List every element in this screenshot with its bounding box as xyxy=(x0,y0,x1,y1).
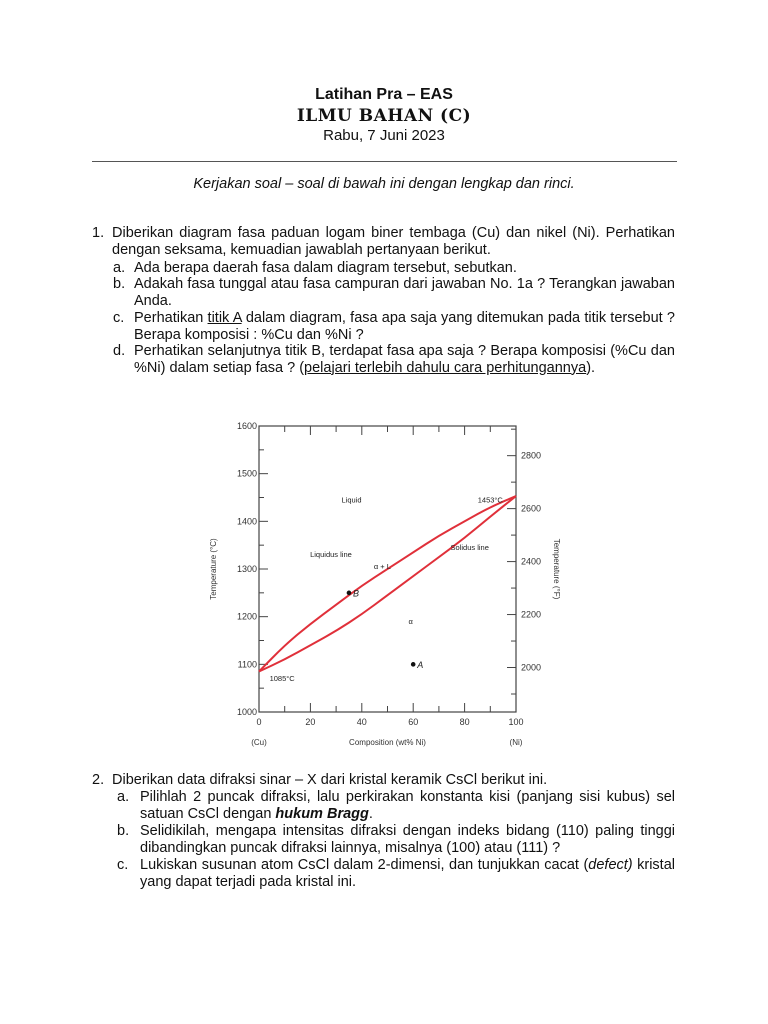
q2-number: 2. xyxy=(92,772,105,788)
q1-number: 1. xyxy=(92,225,105,241)
exam-date: Rabu, 7 Juni 2023 xyxy=(323,127,445,144)
y2-tick-label: 2400 xyxy=(521,556,542,567)
x-axis-label: Composition (wt% Ni) xyxy=(349,738,426,747)
q2c-label: c. xyxy=(117,857,129,873)
defect-term: defect) xyxy=(588,857,633,873)
x-end-label-ni: (Ni) xyxy=(509,738,523,747)
x-tick-label: 20 xyxy=(305,717,316,727)
y-tick-label: 1500 xyxy=(236,468,257,479)
cu-ni-phase-diagram xyxy=(200,418,561,754)
annotation-2: Liquidus line xyxy=(310,550,352,560)
q1d-label: d. xyxy=(113,343,126,359)
point-b-label: B xyxy=(352,588,359,599)
q1c-label: c. xyxy=(113,310,125,326)
annotation-3: Solidus line xyxy=(450,542,489,552)
q2b-label: b. xyxy=(117,823,130,839)
y-tick-label: 1000 xyxy=(236,707,257,717)
y-tick-label: 1600 xyxy=(236,421,257,431)
point-b xyxy=(347,591,352,596)
y2-tick-label: 2600 xyxy=(521,503,542,514)
x-tick-label: 80 xyxy=(459,717,470,727)
instruction-text: Kerjakan soal – soal di bawah ini dengan lengkap dan rinci. xyxy=(193,176,575,192)
annotation-4: α + L xyxy=(373,562,391,571)
y-tick-label: 1200 xyxy=(236,611,257,622)
annotation-1: 1453°C xyxy=(477,495,503,505)
q2a-text: Pilihlah 2 puncak difraksi, lalu perkirakan konstanta kisi (panjang sisi kubus) sel satuan CsCl dengan hukum Bragg. xyxy=(140,789,675,822)
q2c-text: Lukiskan susunan atom CsCl dalam 2-dimensi, dan tunjukkan cacat (defect) kristal yang dapat terjadi pada kristal ini. xyxy=(140,857,675,890)
liquidus-curve xyxy=(259,496,516,671)
study-note: pelajari terlebih dahulu cara perhitungannya xyxy=(304,359,587,376)
y-tick-label: 1100 xyxy=(237,659,257,670)
y2-tick-label: 2000 xyxy=(521,662,542,673)
annotation-5: α xyxy=(408,616,413,626)
course-title: ILMU BAHAN (C) xyxy=(296,106,472,126)
header-divider xyxy=(92,161,677,162)
q1c-text: Perhatikan titik A dalam diagram, fasa apa saja yang ditemukan pada titik tersebut ? Berapa komposisi : %Cu dan %Ni ? xyxy=(134,310,675,343)
q1a-label: a. xyxy=(113,260,126,276)
q2a-label: a. xyxy=(117,789,130,805)
document-title: Latihan Pra – EAS xyxy=(315,86,453,103)
y2-tick-label: 2800 xyxy=(521,450,542,461)
q2-text: Diberikan data difraksi sinar – X dari kristal keramik CsCl berikut ini. xyxy=(112,772,548,788)
annotation-0: Liquid xyxy=(341,495,362,505)
x-tick-label: 40 xyxy=(356,717,367,727)
point-a-label: A xyxy=(417,659,424,670)
y2-tick-label: 2200 xyxy=(521,609,542,620)
point-a-link: titik A xyxy=(207,310,242,326)
y2-axis-label: Temperature (°F) xyxy=(552,538,561,600)
x-tick-label: 0 xyxy=(256,717,262,727)
solidus-curve xyxy=(259,496,516,671)
y-tick-label: 1300 xyxy=(236,564,257,574)
point-a xyxy=(411,662,416,667)
y-tick-label: 1400 xyxy=(236,516,257,527)
x-tick-label: 100 xyxy=(508,717,524,727)
q2b-text: Selidikilah, mengapa intensitas difraksi dengan indeks bidang (110) paling tinggi dibandingkan puncak difraksi lainnya, misalnya (100) atau (111) ? xyxy=(140,823,675,856)
x-tick-label: 60 xyxy=(408,717,419,727)
q1b-label: b. xyxy=(113,276,126,292)
q1a-text: Ada berapa daerah fasa dalam diagram tersebut, sebutkan. xyxy=(134,260,517,276)
q1d-text: Perhatikan selanjutnya titik B, terdapat fasa apa saja ? Berapa komposisi (%Cu dan %Ni) dalam setiap fasa ? (pelajari terlebih dahulu cara perhitungannya). xyxy=(134,343,675,376)
x-end-label-cu: (Cu) xyxy=(251,738,267,747)
annotation-6: 1085°C xyxy=(269,674,295,684)
bragg-law: hukum Bragg xyxy=(275,805,369,822)
q1-text: Diberikan diagram fasa paduan logam biner tembaga (Cu) dan nikel (Ni). Perhatikan dengan seksama, kemuadian jawablah pertanyaan berikut. xyxy=(112,225,675,258)
y-axis-label: Temperature (°C) xyxy=(209,538,218,600)
q1b-text: Adakah fasa tunggal atau fasa campuran dari jawaban No. 1a ? Terangkan jawaban Anda. xyxy=(134,276,675,309)
